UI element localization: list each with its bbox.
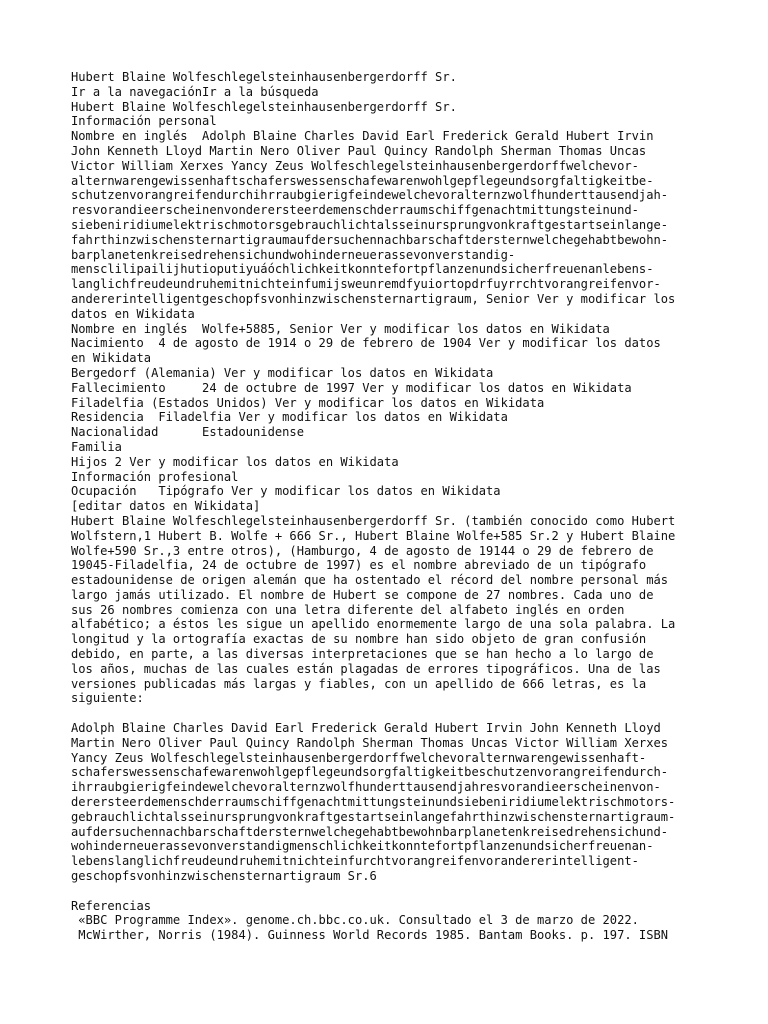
infobox-line: barplanetenkreisedrehensichundwohinderneuerassevonverstandig- <box>71 247 516 262</box>
paragraph-line: gebrauchlichtalsseinursprungvonkraftgestartseinlangefahrthinzwischensternartigraum- <box>71 809 676 824</box>
document-page <box>71 70 711 943</box>
infobox-line: Filadelfia (Estados Unidos) Ver y modificar los datos en Wikidata <box>71 395 545 410</box>
paragraph-line: Adolph Blaine Charles David Earl Frederick Gerald Hubert Irvin John Kenneth Lloyd <box>71 721 661 736</box>
infobox-line: mensclilipailijhutioputiyuáóchlichkeitkonntefortpflanzenundsicherfreuenanlebens- <box>71 262 654 277</box>
infobox-line: Hijos 2 Ver y modificar los datos en Wikidata <box>71 454 399 469</box>
infobox-line: alternwarengewissenhaftschaferswessenschafewarenwohlgepflegeundsorgfaltigkeitbe- <box>71 173 654 188</box>
paragraph-line: geschopfsvonhinzwischensternartigraum Sr.6 <box>71 869 377 884</box>
reference-item[interactable]: McWirther, Norris (1984). Guinness World Records 1985. Bantam Books. p. 197. ISBN <box>71 928 669 943</box>
edit-wikidata-link[interactable]: [editar datos en Wikidata] <box>71 499 261 514</box>
infobox-line: siebeniridiumelektrischmotorsgebrauchlichtalsseinursprungvonkraftgestartseinlange- <box>71 217 669 232</box>
paragraph-line: 19045-Filadelfia, 24 de octubre de 1997) es el nombre abreviado de un tipógrafo <box>71 558 647 573</box>
article-title: Hubert Blaine Wolfeschlegelsteinhausenbergerdorff Sr. <box>71 99 457 114</box>
paragraph-line: largo jamás utilizado. El nombre de Hubert se compone de 27 nombres. Cada uno de <box>71 587 654 602</box>
reference-item[interactable]: «BBC Programme Index». genome.ch.bbc.co.uk. Consultado el 3 de marzo de 2022. <box>71 913 639 928</box>
paragraph-line: Wolfe+590 Sr.,3 entre otros), (Hamburgo, 4 de agosto de 19144 o 29 de febrero de <box>71 543 654 558</box>
paragraph-line: Martin Nero Oliver Paul Quincy Randolph Sherman Thomas Uncas Victor William Xerxes <box>71 735 669 750</box>
intro-paragraph <box>71 514 711 706</box>
infobox-line: andererintelligentgeschopfsvonhinzwischensternartigraum, Senior Ver y modificar los <box>71 291 676 306</box>
skip-navigation-links[interactable]: Ir a la navegaciónIr a la búsqueda <box>71 84 319 99</box>
infobox-line: Residencia Filadelfia Ver y modificar los datos en Wikidata <box>71 410 508 425</box>
paragraph-line: siguiente: <box>71 691 144 706</box>
paragraph-line: Yancy Zeus Wolfeschlegelsteinhausenbergerdorffwelchevoralternwarengewissenhaft- <box>71 750 647 765</box>
infobox-line: schutzenvorangreifendurchihrraubgierigfeindewelchevoralternzwolfhunderttausendjah- <box>71 188 669 203</box>
paragraph-line: derersteerdemenschderraumschiffgenachtmittungsteinundsiebeniridiumelektrischmotors- <box>71 795 676 810</box>
references-section <box>71 899 711 943</box>
paragraph-line: schaferswessenschafewarenwohlgepflegeundsorgfaltigkeitbeschutzenvorangreifendurch- <box>71 765 669 780</box>
paragraph-spacer <box>71 706 711 721</box>
paragraph-line: alfabético; a éstos les sigue un apellido enormemente largo de una sola palabra. La <box>71 617 676 632</box>
paragraph-line: longitud y la ortografía exactas de su nombre han sido objeto de gran confusión <box>71 632 647 647</box>
paragraph-line: estadounidense de origen alemán que ha ostentado el récord del nombre personal más <box>71 573 669 588</box>
infobox-line: Victor William Xerxes Yancy Zeus Wolfeschlegelsteinhausenbergerdorffwelchevor- <box>71 158 639 173</box>
page-title: Hubert Blaine Wolfeschlegelsteinhausenbergerdorff Sr. <box>71 70 457 84</box>
infobox-line: fahrthinzwischensternartigraumaufdersuchennachbarschaftdersternwelchegehabtbewohn- <box>71 232 669 247</box>
infobox-line: Información profesional <box>71 469 239 484</box>
infobox-line: Nombre en inglés Adolph Blaine Charles David Earl Frederick Gerald Hubert Irvin <box>71 129 654 144</box>
infobox-line: Familia <box>71 439 122 454</box>
infobox-line: Nombre en inglés Wolfe+5885, Senior Ver y modificar los datos en Wikidata <box>71 321 610 336</box>
paragraph-line: ihrraubgierigfeindewelchevoralternzwolfhunderttausendjahresvorandieerscheinenvon- <box>71 780 661 795</box>
infobox-line: Nacionalidad Estadounidense <box>71 425 304 440</box>
infobox-line: langlichfreudeundruhemitnichteinfumijsweunremdfyuiortopdrfuyrrchtvorangreifenvor- <box>71 277 661 292</box>
infobox-line: datos en Wikidata <box>71 306 195 321</box>
paragraph-line: debido, en parte, a las diversas interpretaciones que se han hecho a lo largo de <box>71 647 654 662</box>
infobox-line: en Wikidata <box>71 351 152 366</box>
references-heading: Referencias <box>71 898 152 913</box>
paragraph-line: wohinderneuerassevonverstandigmenschlichkeitkonntefortpflanzenundsicherfreuenan- <box>71 839 654 854</box>
infobox-line: Nacimiento 4 de agosto de 1914 o 29 de febrero de 1904 Ver y modificar los datos <box>71 336 661 351</box>
infobox-line: Ocupación Tipógrafo Ver y modificar los datos en Wikidata <box>71 484 501 499</box>
paragraph-line: Hubert Blaine Wolfeschlegelsteinhausenbergerdorff Sr. (también conocido como Hubert <box>71 513 676 528</box>
paragraph-line: sus 26 nombres comienza con una letra diferente del alfabeto inglés en orden <box>71 602 625 617</box>
infobox-line: John Kenneth Lloyd Martin Nero Oliver Paul Quincy Randolph Sherman Thomas Uncas <box>71 143 647 158</box>
paragraph-line: lebenslanglichfreudeundruhemitnichteinfurchtvorangreifenvorandererintelligent- <box>71 854 639 869</box>
paragraph-line: los años, muchas de las cuales están plagadas de errores tipográficos. Una de las <box>71 661 661 676</box>
full-name-paragraph <box>71 721 711 884</box>
paragraph-line: versiones publicadas más largas y fiables, con un apellido de 666 letras, es la <box>71 676 647 691</box>
paragraph-spacer <box>71 884 711 899</box>
infobox-line: Fallecimiento 24 de octubre de 1997 Ver y modificar los datos en Wikidata <box>71 380 632 395</box>
paragraph-line: aufdersuchennachbarschaftdersternwelchegehabtbewohnbarplanetenkreisedrehensichund- <box>71 824 669 839</box>
infobox <box>71 114 711 514</box>
infobox-line: Información personal <box>71 114 217 129</box>
infobox-line: resvorandieerscheinenvonderersteerdemenschderraumschiffgenachtmittungsteinund- <box>71 203 639 218</box>
paragraph-line: Wolfstern,1 Hubert B. Wolfe + 666 Sr., Hubert Blaine Wolfe+585 Sr.2 y Hubert Blaine <box>71 528 676 543</box>
infobox-line: Bergedorf (Alemania) Ver y modificar los datos en Wikidata <box>71 365 494 380</box>
